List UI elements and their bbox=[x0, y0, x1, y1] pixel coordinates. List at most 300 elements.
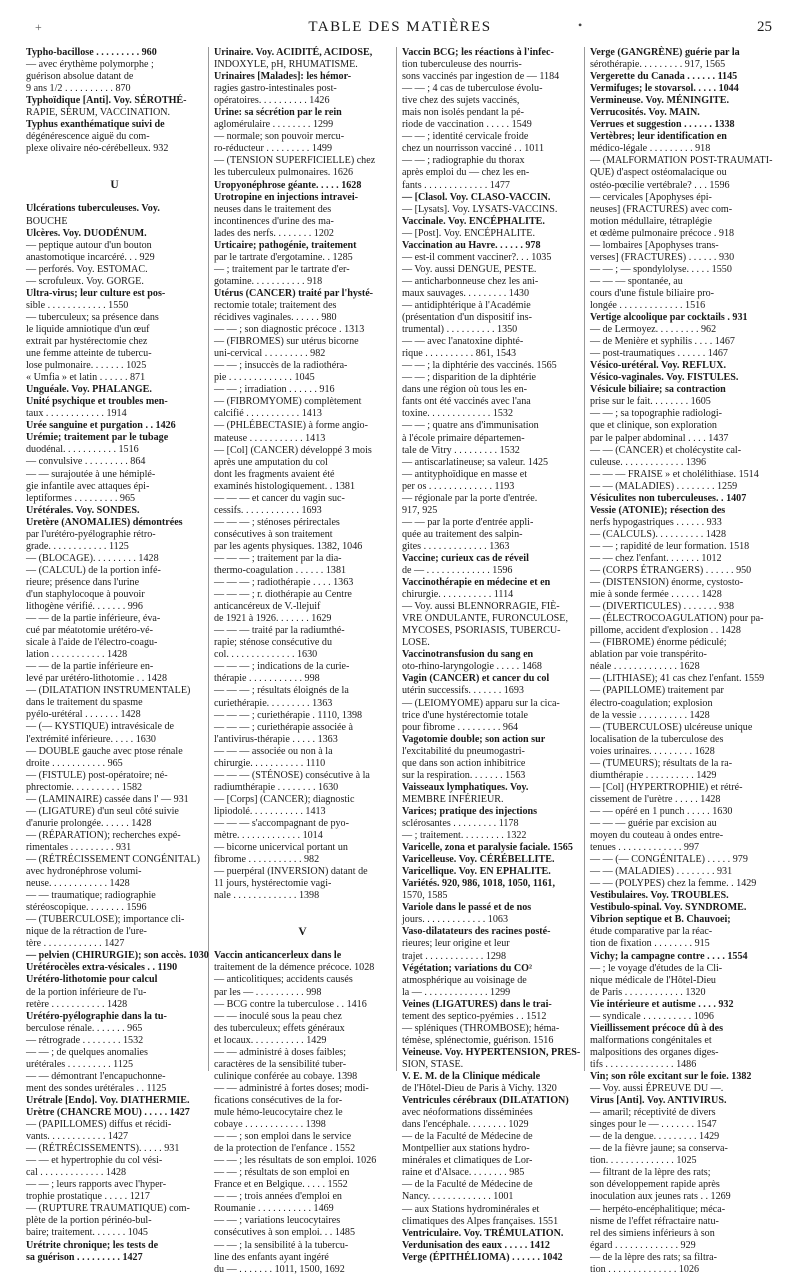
index-entry: minérales et climatiques de Lor- bbox=[402, 1155, 533, 1167]
page-number: 25 bbox=[757, 19, 772, 35]
index-entry: — [Col] (HYPERTROPHIE) et rétré- bbox=[590, 781, 743, 793]
index-entry: — perforés. Voy. ESTOMAC. bbox=[26, 263, 148, 275]
index-entry: étude comparative par la réac- bbox=[590, 926, 713, 938]
index-entry: — (CORPS ÉTRANGERS) . . . . . . 950 bbox=[590, 565, 752, 577]
index-entry: l'antivirus-thérapie . . . . . 1363 bbox=[214, 733, 338, 745]
index-entry: Vichy; la campagne contre . . . . 1554 bbox=[590, 950, 748, 962]
index-entry: tion . . . . . . . . . . . . . . 1026 bbox=[590, 1263, 700, 1275]
index-entry: Roumanie . . . . . . . . . . . 1469 bbox=[214, 1203, 334, 1215]
index-entry: lades des nerfs. . . . . . . . 1202 bbox=[214, 227, 334, 239]
index-entry: — syndicale . . . . . . . . . . 1096 bbox=[590, 1010, 714, 1022]
index-entry: — — — traité par la radiumthé- bbox=[214, 625, 345, 637]
index-entry: pillome, accident d'explosion . . 1428 bbox=[590, 625, 741, 637]
index-entry: — (MALFORMATION POST-TRAUMATI- bbox=[590, 155, 773, 167]
index-entry: — (PAPILLOME) traitement par bbox=[590, 685, 724, 697]
index-entry: Vibrion septique et B. Chauvoei; bbox=[590, 914, 731, 926]
index-entry: dégénérescence aiguë du com- bbox=[26, 131, 150, 143]
index-entry: dans le traitement du spasme bbox=[26, 697, 143, 709]
index-entry: — — opéré en 1 punch . . . . . 1630 bbox=[590, 805, 733, 817]
index-entry: — — — guérie par excision au bbox=[590, 818, 717, 829]
index-entry: anticancéreux de V.-llejuif bbox=[214, 601, 321, 613]
index-entry: — (PAPILLOMES) diffus et récidi- bbox=[26, 1119, 172, 1131]
index-entry: ragies gastro-intestinales post- bbox=[214, 83, 337, 95]
index-entry: — — ; 4 cas de tuberculose évolu- bbox=[402, 83, 543, 95]
index-entry: sicale à l'aide de l'électro-coagu- bbox=[26, 637, 158, 649]
index-entry: Variétés. 920, 986, 1018, 1050, 1161, bbox=[402, 878, 555, 890]
index-entry: urétérales . . . . . . . . . 1125 bbox=[26, 1058, 133, 1070]
index-entry: Typhus exanthématique suivi de bbox=[26, 119, 165, 131]
index-entry: Varices; pratique des injections bbox=[402, 805, 538, 817]
index-entry: nerfs hypogastriques . . . . . . 933 bbox=[590, 516, 722, 528]
index-entry: — — administré à doses faibles; bbox=[214, 1046, 347, 1058]
index-entry: Urinaire. Voy. ACIDITÉ, ACIDOSE, bbox=[214, 47, 373, 58]
index-entry: pyélo-urétéral . . . . . . . 1428 bbox=[26, 709, 141, 721]
index-entry: de la portion inférieure de l'u- bbox=[26, 986, 147, 998]
index-entry: grade. . . . . . . . . . . . 1125 bbox=[26, 540, 129, 552]
index-entry: — — ; sa topographie radiologi- bbox=[590, 408, 723, 420]
index-entry: de la protection de l'enfance . 1552 bbox=[214, 1143, 356, 1155]
index-entry: — — ; les résultats de son emploi. 1026 bbox=[214, 1155, 377, 1167]
index-entry: Vertige alcoolique par cocktails . 931 bbox=[590, 312, 748, 324]
index-entry: sible . . . . . . . . . . . . 1550 bbox=[26, 299, 129, 311]
index-entry: neuses] (FRACTURES) avec com- bbox=[590, 203, 733, 215]
index-entry: néale . . . . . . . . . . . . . 1628 bbox=[590, 661, 700, 673]
index-entry: — — ; trois années d'emploi en bbox=[214, 1191, 342, 1203]
index-entry: de Paris . . . . . . . . . . . . 1320 bbox=[590, 986, 706, 998]
index-entry: — — ; irradiation . . . . . . 916 bbox=[214, 384, 335, 396]
index-entry: — — — ; curiethérapie . 1110, 1398 bbox=[214, 709, 363, 721]
index-entry: pie . . . . . . . . . . . . . 1045 bbox=[214, 372, 315, 384]
index-entry: Urticaire; pathogénie, traitement bbox=[214, 239, 357, 251]
index-entry: opératoires. . . . . . . . . . 1426 bbox=[214, 95, 330, 107]
index-entry: — (RÉTRÉCISSEMENT CONGÉNITAL) bbox=[26, 854, 200, 865]
index-entry: Vaccinale. Voy. ENCÉPHALITE. bbox=[402, 215, 545, 227]
index-entry: culinique conférée au cobaye. 1398 bbox=[214, 1070, 358, 1082]
index-entry: Vaso-dilatateurs des racines posté- bbox=[402, 926, 551, 938]
index-entry: sa guérison . . . . . . . . . 1427 bbox=[26, 1251, 143, 1263]
index-entry: — ; le voyage d'études de la Cli- bbox=[590, 962, 723, 974]
index-entry: — anticolitiques; accidents causés bbox=[214, 974, 353, 986]
index-entry: Urémie; traitement par le tubage bbox=[26, 432, 169, 444]
index-entry: — tuberculeux; sa présence dans bbox=[26, 311, 159, 323]
index-entry: par les — . . . . . . . . . . 998 bbox=[214, 986, 322, 998]
index-entry: plète de la portion périnéo-bul- bbox=[26, 1215, 152, 1227]
index-entry: radiumthérapie . . . . . . . . 1630 bbox=[214, 781, 339, 793]
index-entry: mètre. . . . . . . . . . . . . 1014 bbox=[214, 830, 323, 842]
index-entry: cessifs. . . . . . . . . . . . 1693 bbox=[214, 504, 322, 516]
index-entry: — — de la partie inférieure en- bbox=[26, 661, 154, 673]
index-entry: avec néoformations disséminées bbox=[402, 1107, 533, 1119]
index-entry: récidives vaginales. . . . . . 980 bbox=[214, 312, 337, 324]
index-entry: tion tuberculeuse des nourris- bbox=[402, 59, 522, 71]
index-entry: fibrome . . . . . . . . . . . 982 bbox=[214, 854, 320, 866]
index-entry: cissement de l'urètre . . . . . 1428 bbox=[590, 793, 721, 805]
index-entry: LOSE. bbox=[402, 637, 430, 649]
index-entry: sclérosantes . . . . . . . . . 1178 bbox=[402, 818, 519, 829]
index-entry: vants. . . . . . . . . . . . 1427 bbox=[26, 1131, 129, 1143]
section-letter: U bbox=[110, 179, 119, 192]
index-entry: — (TENSION SUPERFICIELLE) chez bbox=[214, 155, 376, 167]
index-entry: Nancy. . . . . . . . . . . . . 1001 bbox=[402, 1191, 514, 1203]
index-entry: — — ; la sensibilité à la tubercu- bbox=[214, 1239, 349, 1251]
index-entry: — — administré à fortes doses; modi- bbox=[214, 1082, 369, 1094]
index-entry: localisation de la tuberculose des bbox=[590, 733, 724, 745]
index-entry: trajet . . . . . . . . . . . . 1298 bbox=[402, 950, 507, 962]
index-entry: — peptique autour d'un bouton bbox=[26, 239, 152, 251]
index-entry: et œdème pulmonaire précoce . 918 bbox=[590, 227, 735, 239]
index-entry: malformations congénitales et bbox=[590, 1034, 712, 1046]
index-entry: — (TUMEURS); résultats de la ra- bbox=[590, 757, 733, 769]
index-entry: — — — ; radiothérapie . . . . 1363 bbox=[214, 577, 354, 589]
index-entry: inoculation aux jeunes rats . . 1269 bbox=[590, 1191, 731, 1203]
index-entry: rieure; présence dans l'urine bbox=[26, 576, 140, 588]
index-entry: taux . . . . . . . . . . . . 1914 bbox=[26, 408, 127, 420]
index-entry: Typho-bacillose . . . . . . . . . 960 bbox=[26, 47, 157, 58]
index-entry: Montpellier aux stations hydro- bbox=[402, 1143, 530, 1155]
index-entry: — — — ; traitement par la dia- bbox=[214, 552, 342, 564]
index-entry: Urinaires [Malades]: les hémor- bbox=[214, 71, 352, 83]
index-entry: — ; traitement par le tartrate d'er- bbox=[214, 263, 350, 275]
index-entry: — — — ; résultats éloignés de la bbox=[214, 685, 349, 697]
index-entry: électro-coagulation; explosion bbox=[590, 697, 713, 709]
index-entry: Typhoïdique [Anti]. Voy. SÉROTHÉ- bbox=[26, 95, 187, 107]
index-entry: Vaccinotransfusion du sang en bbox=[402, 649, 534, 661]
index-entry: l'extrémité inférieure. . . . . 1630 bbox=[26, 733, 156, 745]
index-entry: plexe olivaire néo-cérébelleux. 932 bbox=[26, 143, 169, 155]
index-entry: Vésico-vaginales. Voy. FISTULES. bbox=[590, 372, 739, 384]
index-entry: BOUCHE bbox=[26, 215, 68, 227]
index-entry: une femme atteinte de tubercu- bbox=[26, 348, 152, 360]
index-entry: — (CALCUL) de la portion infé- bbox=[26, 564, 161, 576]
index-entry: — régionale par la porte d'entrée. bbox=[402, 492, 538, 504]
index-entry: — — — et cancer du vagin suc- bbox=[214, 492, 345, 504]
index-entry: Veineuse. Voy. HYPERTENSION, PRES- bbox=[402, 1046, 581, 1058]
index-entry: fications consécutives de la for- bbox=[214, 1094, 343, 1106]
section-letter: V bbox=[298, 926, 307, 939]
index-entry: QUE) d'aspect ostéomalacique ou bbox=[590, 167, 727, 179]
index-entry: — amaril; réceptivité de divers bbox=[590, 1107, 716, 1119]
index-entry: — (DILATATION INSTRUMENTALE) bbox=[26, 685, 191, 697]
index-entry: Urétéro-lithotomie pour calcul bbox=[26, 974, 158, 986]
index-entry: calcifié . . . . . . . . . . . 1413 bbox=[214, 408, 322, 420]
index-entry: tale de Vitry . . . . . . . . . 1532 bbox=[402, 444, 520, 456]
index-entry: leptiformes . . . . . . . . . 965 bbox=[26, 492, 136, 504]
index-entry: France et en Belgique. . . . . 1552 bbox=[214, 1179, 348, 1191]
index-entry: Vermifuges; le stovarsol. . . . . 1044 bbox=[590, 83, 739, 95]
index-entry: par les agents physiques. 1382, 1046 bbox=[214, 540, 363, 552]
index-entry: — de la dengue. . . . . . . . . 1429 bbox=[590, 1131, 720, 1143]
index-entry: — de la Faculté de Médecine de bbox=[402, 1179, 533, 1191]
index-entry: Vessie (ATONIE); résection des bbox=[590, 504, 726, 516]
index-entry: Varicelle, zona et paralysie faciale. 1565 bbox=[402, 842, 573, 854]
index-entry: tion de fixation . . . . . . . . 915 bbox=[590, 938, 710, 950]
index-entry: — (RÉPARATION); recherches expé- bbox=[26, 829, 181, 841]
index-entry: — anticharbonneuse chez les ani- bbox=[402, 275, 539, 287]
spacer bbox=[214, 938, 391, 950]
index-entry: — — ; de quelques anomalies bbox=[26, 1046, 148, 1058]
index-entry: 11 jours, hystérectomie vagi- bbox=[214, 878, 332, 890]
index-entry: rapie; sténose consécutive du bbox=[214, 637, 333, 649]
index-entry: le liquide amniotique d'un œuf bbox=[26, 323, 150, 335]
index-entry: — — ; résultats de son emploi en bbox=[214, 1167, 350, 1179]
index-entry: — (BLOCAGE). . . . . . . . . 1428 bbox=[26, 552, 159, 564]
index-entry: — (TUBERCULOSE); importance cli- bbox=[26, 914, 185, 926]
index-entry: — normale; son pouvoir mercu- bbox=[214, 131, 345, 143]
index-entry: et locaux. . . . . . . . . . . 1429 bbox=[214, 1034, 327, 1046]
index-entry: V. E. M. de la Clinique médicale bbox=[402, 1070, 541, 1082]
index-entry: Vésico-urétéral. Voy. REFLUX. bbox=[590, 360, 726, 372]
spacer bbox=[214, 914, 391, 926]
index-column-3 bbox=[402, 47, 581, 1263]
index-entry: — — — ; r. diothérapie au Centre bbox=[214, 589, 352, 601]
index-entry: — — ; leurs rapports avec l'hyper- bbox=[26, 1179, 167, 1191]
index-entry: — BCG contre la tuberculose . . 1416 bbox=[214, 998, 367, 1010]
index-entry: Verrues et suggestion . . . . . . 1338 bbox=[590, 119, 735, 131]
index-entry: droite . . . . . . . . . . . 965 bbox=[26, 757, 123, 769]
index-entry: utérin successifs. . . . . . . 1693 bbox=[402, 685, 524, 697]
index-entry: — (FIBROMES) sur utérus bicorne bbox=[214, 336, 359, 348]
index-entry: de 1921 à 1926. . . . . . . 1629 bbox=[214, 613, 332, 625]
index-entry: — de la fièvre jaune; sa conserva- bbox=[590, 1143, 728, 1155]
index-entry: fants ont été vaccinés avec l'ana bbox=[402, 396, 531, 408]
index-entry: — (FIBROME) énorme pédiculé; bbox=[590, 637, 727, 649]
index-entry: — est-il comment vacciner?. . . 1035 bbox=[402, 251, 552, 263]
index-entry: — (LITHIASE); 41 cas chez l'enfant. 1559 bbox=[590, 673, 765, 685]
index-entry: consécutives à son emploi. . . 1485 bbox=[214, 1227, 356, 1239]
index-entry: nique médicale de l'Hôtel-Dieu bbox=[590, 974, 716, 986]
index-entry: chez un nourrisson vacciné . . 1011 bbox=[402, 143, 545, 155]
index-entry: — — ; la diphtérie des vaccinés. 1565 bbox=[402, 360, 557, 372]
index-entry: après emploi du — chez les en- bbox=[402, 167, 530, 179]
index-entry: Uropyonéphrose géante. . . . . 1628 bbox=[214, 179, 362, 191]
index-entry: aglomérulaire . . . . . . . . 1299 bbox=[214, 119, 334, 131]
index-entry: à l'école primaire départemen- bbox=[402, 432, 525, 444]
index-entry: Vestibulo-spinal. Voy. SYNDROME. bbox=[590, 902, 747, 914]
index-entry: lose pulmonaire. . . . . . . 1025 bbox=[26, 360, 147, 372]
index-entry: — — — (STÉNOSE) consécutive à la bbox=[214, 769, 370, 781]
index-entry: chirurgie. . . . . . . . . . . 1110 bbox=[214, 757, 326, 769]
index-entry: prise sur le fait. . . . . . . . 1605 bbox=[590, 396, 711, 408]
index-entry: — — ; insuccès de la radiothéra- bbox=[214, 360, 348, 372]
index-entry: Ulcérations tuberculeuses. Voy. bbox=[26, 203, 160, 215]
index-entry: la — . . . . . . . . . . . . . 1299 bbox=[402, 986, 511, 998]
index-entry: — — et hypertrophie du col vési- bbox=[26, 1155, 163, 1167]
index-entry: son développement rapide après bbox=[590, 1179, 720, 1191]
index-entry: Vagotomie double; son action sur bbox=[402, 733, 546, 745]
index-entry: RAPIE, SÉRUM, VACCINATION. bbox=[26, 107, 171, 119]
index-entry: — (— KYSTIQUE) intravésicale de bbox=[26, 721, 174, 733]
index-entry: — — ; rapidité de leur formation. 1518 bbox=[590, 540, 750, 552]
index-entry: — — ; identité cervicale froide bbox=[402, 131, 529, 143]
index-entry: dans l'encéphale. . . . . . . . 1029 bbox=[402, 1119, 529, 1131]
index-entry: verses] (FRACTURES) . . . . . . 930 bbox=[590, 251, 735, 263]
index-entry: levé par urétéro-lithotomie . . 1428 bbox=[26, 673, 167, 685]
index-entry: médico-légale . . . . . . . . . 918 bbox=[590, 143, 711, 155]
index-entry: par l'urétéro-pyélographie rétro- bbox=[26, 528, 156, 540]
index-entry: sur la respiration. . . . . . . 1563 bbox=[402, 769, 526, 781]
index-entry: — (PHLÉBECTASIE) à forme angio- bbox=[214, 420, 368, 432]
index-entry: diumthérapie . . . . . . . . . . 1429 bbox=[590, 769, 717, 781]
index-entry: line des enfants ayant ingéré bbox=[214, 1251, 329, 1263]
index-entry: tement des septico-pyémies . . 1512 bbox=[402, 1010, 547, 1022]
index-entry: INDOXYLE, pH, RHUMATISME. bbox=[214, 59, 358, 71]
running-header-title: TABLE DES MATIÈRES bbox=[308, 19, 492, 35]
index-entry: Urine: sa sécrétion par le rein bbox=[214, 107, 342, 119]
index-entry: — — inoculé sous la peau chez bbox=[214, 1010, 342, 1022]
index-entry: Verge (ÉPITHÉLIOMA) . . . . . . 1042 bbox=[402, 1251, 563, 1263]
index-entry: — (LEIOMYOME) apparu sur la cica- bbox=[402, 697, 560, 709]
index-entry: toxine. . . . . . . . . . . . . 1532 bbox=[402, 408, 514, 420]
index-entry: d'un staphylocoque à pouvoir bbox=[26, 588, 145, 600]
index-entry: gotamine. . . . . . . . . . . 918 bbox=[214, 275, 323, 287]
index-entry: nique de la rétraction de l'ure- bbox=[26, 926, 147, 938]
index-entry: — pelvien (CHIRURGIE); son accès. 1030 bbox=[26, 950, 209, 962]
index-entry: cours d'une fistule biliaire pro- bbox=[590, 287, 715, 299]
index-entry: phrectomie. . . . . . . . . . 1582 bbox=[26, 781, 143, 793]
index-entry: — (CALCULS). . . . . . . . . . 1428 bbox=[590, 528, 726, 540]
index-entry: Végétation; variations du CO² bbox=[402, 962, 533, 974]
index-entry: Virus [Anti]. Voy. ANTIVIRUS. bbox=[590, 1095, 727, 1107]
index-entry: — — — ; indications de la curie- bbox=[214, 661, 350, 673]
index-entry: Vieillissement précoce dû à des bbox=[590, 1022, 724, 1034]
index-entry: gie infantile avec attaques épi- bbox=[26, 480, 150, 492]
index-entry: culeuse. . . . . . . . . . . . . 1396 bbox=[590, 456, 707, 468]
index-entry: — — — spontanée, au bbox=[590, 275, 683, 287]
index-entry: que dans son action inhibitrice bbox=[402, 757, 526, 769]
index-entry: tère . . . . . . . . . . . . 1427 bbox=[26, 938, 125, 950]
index-entry: Vaccination au Havre. . . . . . 978 bbox=[402, 239, 541, 251]
index-column-4 bbox=[590, 47, 773, 1275]
index-entry: moyen du couteau à ondes entre- bbox=[590, 830, 724, 842]
index-entry: per os . . . . . . . . . . . . . 1193 bbox=[402, 480, 515, 492]
index-entry: — — (MALADIES) . . . . . . . . 931 bbox=[590, 866, 733, 878]
index-entry: neuse. . . . . . . . . . . . 1428 bbox=[26, 878, 130, 890]
index-entry: — (DISTENSION) énorme, cystosto- bbox=[590, 577, 744, 589]
index-entry: Vagin (CANCER) et cancer du col bbox=[402, 673, 550, 685]
index-entry: — Voy. aussi BLENNORRAGIE, FIÈ- bbox=[402, 601, 560, 613]
index-entry: neuses dans le traitement des bbox=[214, 203, 332, 215]
index-entry: témèse, splénectomie, guérison. 1516 bbox=[402, 1034, 554, 1046]
index-entry: l'excitabilité du pneumogastri- bbox=[402, 745, 525, 757]
index-entry: curiethérapie. . . . . . . . . 1363 bbox=[214, 697, 333, 709]
index-entry: retère . . . . . . . . . . . 1428 bbox=[26, 998, 128, 1010]
index-entry: Urètre (CHANCRE MOU) . . . . . 1427 bbox=[26, 1106, 190, 1118]
index-entry: traitement de la démence précoce. 1028 bbox=[214, 962, 375, 974]
index-entry: dont les fragments avaient été bbox=[214, 468, 335, 480]
index-entry: baire; traitement. . . . . . . 1045 bbox=[26, 1227, 148, 1239]
index-entry: — aux Stations hydrominérales et bbox=[402, 1203, 540, 1215]
index-entry: — [Post]. Voy. ENCÉPHALITE. bbox=[402, 227, 535, 239]
index-entry: — puerpéral (INVERSION) datant de bbox=[214, 866, 368, 878]
index-entry: rectomie totale; traitement des bbox=[214, 299, 337, 311]
index-entry: — — démontrant l'encapuchonne- bbox=[26, 1070, 166, 1082]
index-entry: Vaccin anticancerleux dans le bbox=[214, 950, 342, 962]
header-dot: • bbox=[578, 18, 583, 32]
index-entry: Ultra-virus; leur culture est pos- bbox=[26, 287, 166, 299]
index-entry: — — ; son emploi dans le service bbox=[214, 1131, 352, 1143]
index-entry: 9 ans 1/2 . . . . . . . . . . 870 bbox=[26, 83, 131, 95]
index-entry: rimentales . . . . . . . . . 931 bbox=[26, 841, 132, 853]
index-entry: — — — associée ou non à la bbox=[214, 745, 333, 757]
index-entry: Varicelleuse. Voy. CÉRÉBELLITE. bbox=[402, 854, 555, 866]
index-entry: 917, 925 bbox=[402, 504, 438, 516]
index-entry: — [Lysats]. Voy. LYSATS-VACCINS. bbox=[402, 203, 558, 215]
index-entry: — post-traumatiques . . . . . . 1467 bbox=[590, 348, 728, 360]
index-entry: rel des simiens inférieurs à son bbox=[590, 1227, 715, 1239]
index-entry: lation . . . . . . . . . . . 1428 bbox=[26, 649, 128, 661]
index-entry: ablation par voie transpérito- bbox=[590, 649, 707, 661]
index-entry: — [Corps] (CANCER); diagnostic bbox=[214, 793, 355, 805]
index-entry: Vésicule biliaire; sa contraction bbox=[590, 384, 726, 396]
index-entry: mais non isolés pendant la pé- bbox=[402, 107, 524, 119]
index-column-2 bbox=[214, 47, 391, 1275]
index-entry: Verdunisation des eaux . . . . . 1412 bbox=[402, 1239, 550, 1251]
index-entry: de l'Hôtel-Dieu de Paris à Vichy. 1320 bbox=[402, 1083, 557, 1095]
index-entry: — de Menière et syphilis . . . . 1467 bbox=[590, 336, 735, 348]
index-entry: Urétérocèles extra-vésicales . . 1190 bbox=[26, 962, 178, 974]
index-entry: — [Clasol. Voy. CLASO-VACCIN. bbox=[402, 191, 551, 203]
index-entry: — (RÉTRÉCISSEMENTS). . . . . 931 bbox=[26, 1143, 180, 1155]
spacer bbox=[26, 191, 203, 203]
index-entry: trumental) . . . . . . . . . . 1350 bbox=[402, 324, 518, 336]
index-entry: maux sauvages. . . . . . . . . 1430 bbox=[402, 287, 529, 299]
index-entry: jours. . . . . . . . . . . . . 1063 bbox=[402, 914, 508, 926]
index-entry: Vin; son rôle excitant sur le foie. 1382 bbox=[590, 1070, 752, 1082]
index-column-1 bbox=[26, 47, 209, 1263]
index-entry: — (RUPTURE TRAUMATIQUE) com- bbox=[26, 1203, 190, 1215]
index-entry: après une amputation du col bbox=[214, 456, 328, 468]
index-entry: Verge (GANGRÈNE) guérie par la bbox=[590, 47, 740, 58]
index-entry: du — . . . . . . . 1011, 1500, 1692 bbox=[214, 1263, 345, 1275]
index-entry: dans une région où tous les en- bbox=[402, 384, 528, 396]
index-entry: — de la lèpre des rats; sa filtra- bbox=[590, 1251, 717, 1263]
index-entry: — scrofuleux. Voy. GORGE. bbox=[26, 275, 144, 287]
index-entry: thérapie . . . . . . . . . . . 998 bbox=[214, 673, 320, 685]
index-entry: — — — ; curiethérapie associée à bbox=[214, 721, 354, 733]
index-entry: par le palper abdominal . . . . 1437 bbox=[590, 432, 729, 444]
index-entry: extrait par hystérectomie chez bbox=[26, 335, 148, 347]
index-entry: voies urinaires. . . . . . . . . 1628 bbox=[590, 745, 715, 757]
index-entry: mie à sonde fermée . . . . . . 1428 bbox=[590, 589, 722, 601]
index-entry: Vaisseaux lymphatiques. Voy. bbox=[402, 781, 529, 793]
index-entry: lipiodolé. . . . . . . . . . . 1413 bbox=[214, 805, 326, 817]
index-entry: ment des sondes urétérales . . 1125 bbox=[26, 1082, 167, 1094]
index-entry: d'anurie prolongée. . . . . . 1428 bbox=[26, 817, 152, 829]
index-entry: — — ; son diagnostic précoce . 1313 bbox=[214, 324, 365, 336]
index-entry: Vaccin BCG; les réactions à l'infec- bbox=[402, 47, 554, 58]
index-entry: Vertèbres; leur identification en bbox=[590, 131, 727, 143]
index-entry: SION, STASE. bbox=[402, 1058, 464, 1070]
index-entry: Urée sanguine et purgation . . 1426 bbox=[26, 420, 176, 432]
index-entry: — — (MALADIES) . . . . . . . . 1259 bbox=[590, 480, 738, 492]
index-entry: — de la Faculté de Médecine de bbox=[402, 1131, 533, 1143]
index-entry: rieures; leur origine et leur bbox=[402, 938, 510, 950]
index-entry: — bicorne unicervical portant un bbox=[214, 842, 348, 854]
index-entry: de la vessie . . . . . . . . . . 1428 bbox=[590, 709, 710, 721]
index-entry: Vie intérieure et autisme . . . . 932 bbox=[590, 998, 734, 1010]
index-entry: égard . . . . . . . . . . . . . 929 bbox=[590, 1239, 696, 1251]
index-entry: les tuberculeux pulmonaires. 1626 bbox=[214, 167, 354, 179]
index-entry: — — avec l'anatoxine diphté- bbox=[402, 336, 524, 348]
index-entry: — cervicales [Apophyses épi- bbox=[590, 191, 712, 203]
index-entry: sons vaccinés par ingestion de — 1184 bbox=[402, 71, 560, 83]
index-entry: — spléniques (THROMBOSE); héma- bbox=[402, 1022, 560, 1034]
index-entry: « Umfia » et latin . . . . . . 871 bbox=[26, 372, 146, 384]
index-entry: — Voy. aussi DENGUE, PESTE. bbox=[402, 263, 537, 275]
index-entry: — — (CANCER) et cholécystite cal- bbox=[590, 444, 742, 456]
index-columns bbox=[26, 47, 773, 1275]
index-entry: — — — ; sténoses périrectales bbox=[214, 516, 340, 528]
